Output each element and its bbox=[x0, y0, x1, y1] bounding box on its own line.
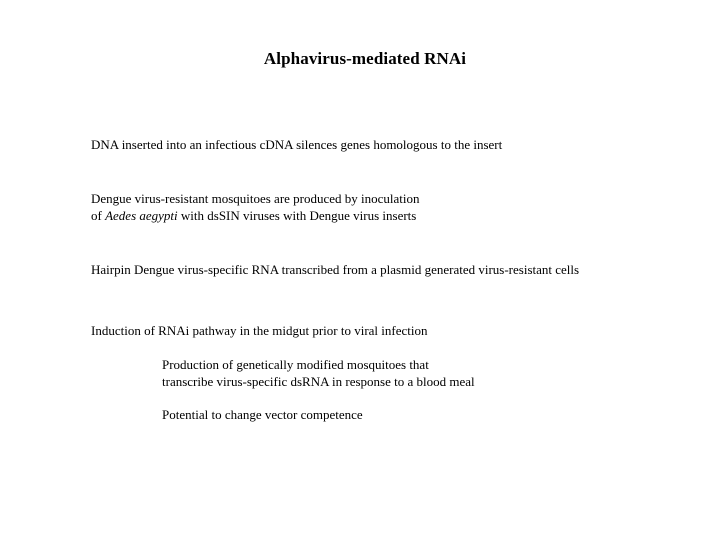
slide-title: Alphavirus-mediated RNAi bbox=[263, 49, 467, 68]
bullet-hairpin-rna: Hairpin Dengue virus-specific RNA transcribed from a plasmid generated virus-resistant cells bbox=[91, 262, 580, 277]
sub-bullet-vector-competence: Potential to change vector competence bbox=[162, 407, 363, 422]
bullet-dengue-resistant-line2 bbox=[91, 207, 416, 224]
species-name-italic: Aedes aegypti bbox=[105, 208, 178, 223]
bullet-dengue-resistant-prefix: of bbox=[91, 208, 106, 223]
bullet-dengue-resistant-suffix: with dsSIN viruses with Dengue virus inserts bbox=[177, 208, 417, 223]
bullet-rnai-induction: Induction of RNAi pathway in the midgut prior to viral infection bbox=[91, 323, 428, 338]
bullet-dengue-resistant-line1: Dengue virus-resistant mosquitoes are produced by inoculation bbox=[91, 191, 420, 206]
sub-bullet-gm-mosquitoes-line2: transcribe virus-specific dsRNA in response to a blood meal bbox=[162, 374, 475, 389]
sub-bullet-gm-mosquitoes-line1: Production of genetically modified mosquitoes that bbox=[162, 357, 429, 372]
bullet-cdna-silencing: DNA inserted into an infectious cDNA silences genes homologous to the insert bbox=[91, 137, 503, 152]
